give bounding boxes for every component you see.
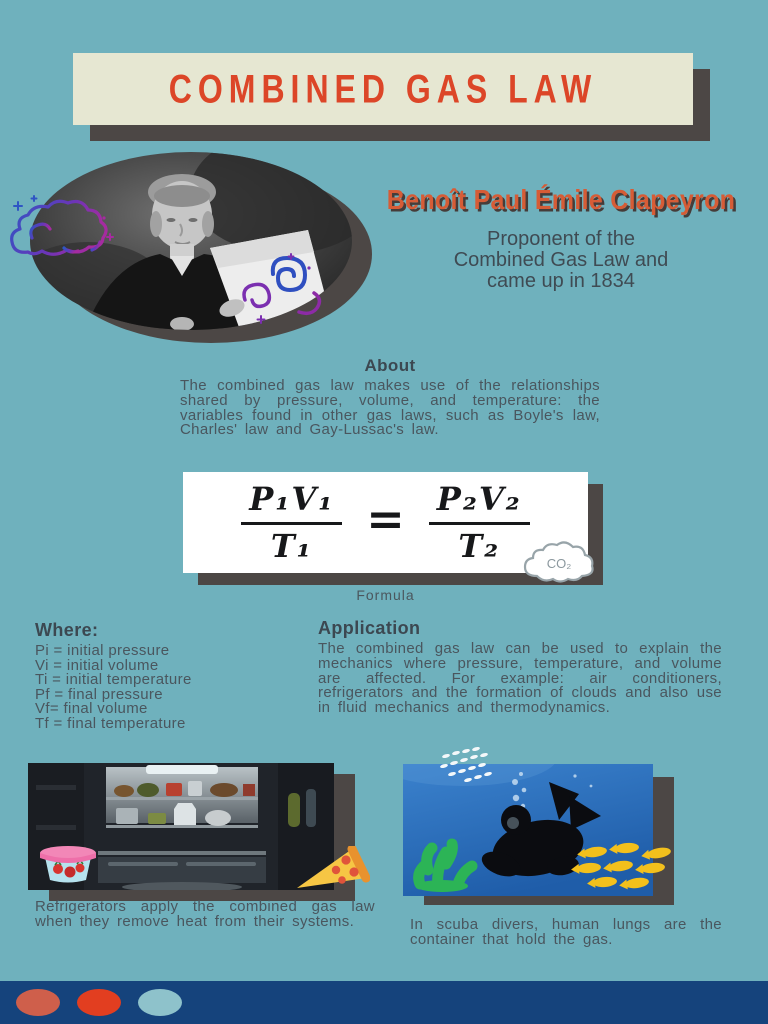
where-heading: Where: xyxy=(35,620,99,640)
scientist-description-line: Proponent of the xyxy=(487,228,635,250)
scientist-description-line: came up in 1834 xyxy=(487,270,635,292)
footer-dot xyxy=(138,989,182,1016)
scientist-description-line: Combined Gas Law and xyxy=(453,249,669,271)
page-title: COMBINED GAS LAW xyxy=(168,65,598,111)
where-item: Vi = initial volume xyxy=(35,656,159,674)
formula-right-denominator: T₂ xyxy=(458,527,501,565)
co2-cloud-icon xyxy=(520,540,598,589)
formula-right-numerator: P₂V₂ xyxy=(429,480,530,525)
footer-bar xyxy=(0,981,768,1024)
scientist-name: Benoît Paul Émile Clapeyron xyxy=(386,184,736,216)
about-heading: About xyxy=(364,356,416,375)
application-body: The combined gas law can be used to explain the mechanics where pressure, temperature, and volume are affected. For example: air conditioners, refrigerators and the formation of clouds and also use in fluid mechanics and thermodynamics. xyxy=(318,640,722,717)
scientist-description xyxy=(380,229,742,292)
white-fish-school-icon xyxy=(438,746,510,793)
footer-dot xyxy=(16,989,60,1016)
application-heading: Application xyxy=(318,618,421,638)
where-item: Vf= final volume xyxy=(35,700,148,718)
application-section xyxy=(318,618,722,716)
where-item: Pf = final pressure xyxy=(35,685,163,703)
where-section xyxy=(35,620,307,732)
formula-left-fraction xyxy=(241,480,342,565)
strawberry-jar-icon xyxy=(37,845,99,890)
where-item: Pi = initial pressure xyxy=(35,642,170,659)
swirl-doodle-icon xyxy=(237,246,329,333)
where-item: Tf = final temperature xyxy=(35,714,186,732)
title-banner xyxy=(73,53,693,125)
pizza-slice-icon xyxy=(294,846,370,897)
footer-dot xyxy=(77,989,121,1016)
about-body: The combined gas law makes use of the relationships shared by pressure, volume, and temperature: the variables found in other gas laws, such as Boyle's law, Charles' law and Gay-Lussac's law. xyxy=(180,377,600,439)
formula-caption: Formula xyxy=(356,587,415,603)
formula-equals-sign: = xyxy=(366,491,405,546)
coral-icon xyxy=(408,836,482,897)
formula-left-denominator: T₁ xyxy=(270,527,313,565)
cloud-doodle-icon xyxy=(4,192,119,275)
yellow-fish-school-icon xyxy=(563,838,681,895)
formula-right-fraction xyxy=(429,480,530,565)
co2-label: CO₂ xyxy=(546,556,572,571)
refrigerator-caption: Refrigerators apply the combined gas law when they remove heat from their systems. xyxy=(35,898,375,930)
where-item: Ti = initial temperature xyxy=(35,671,192,689)
about-section xyxy=(180,356,600,438)
scuba-caption: In scuba divers, human lungs are the container that hold the gas. xyxy=(410,916,722,948)
formula-left-numerator: P₁V₁ xyxy=(241,480,342,525)
